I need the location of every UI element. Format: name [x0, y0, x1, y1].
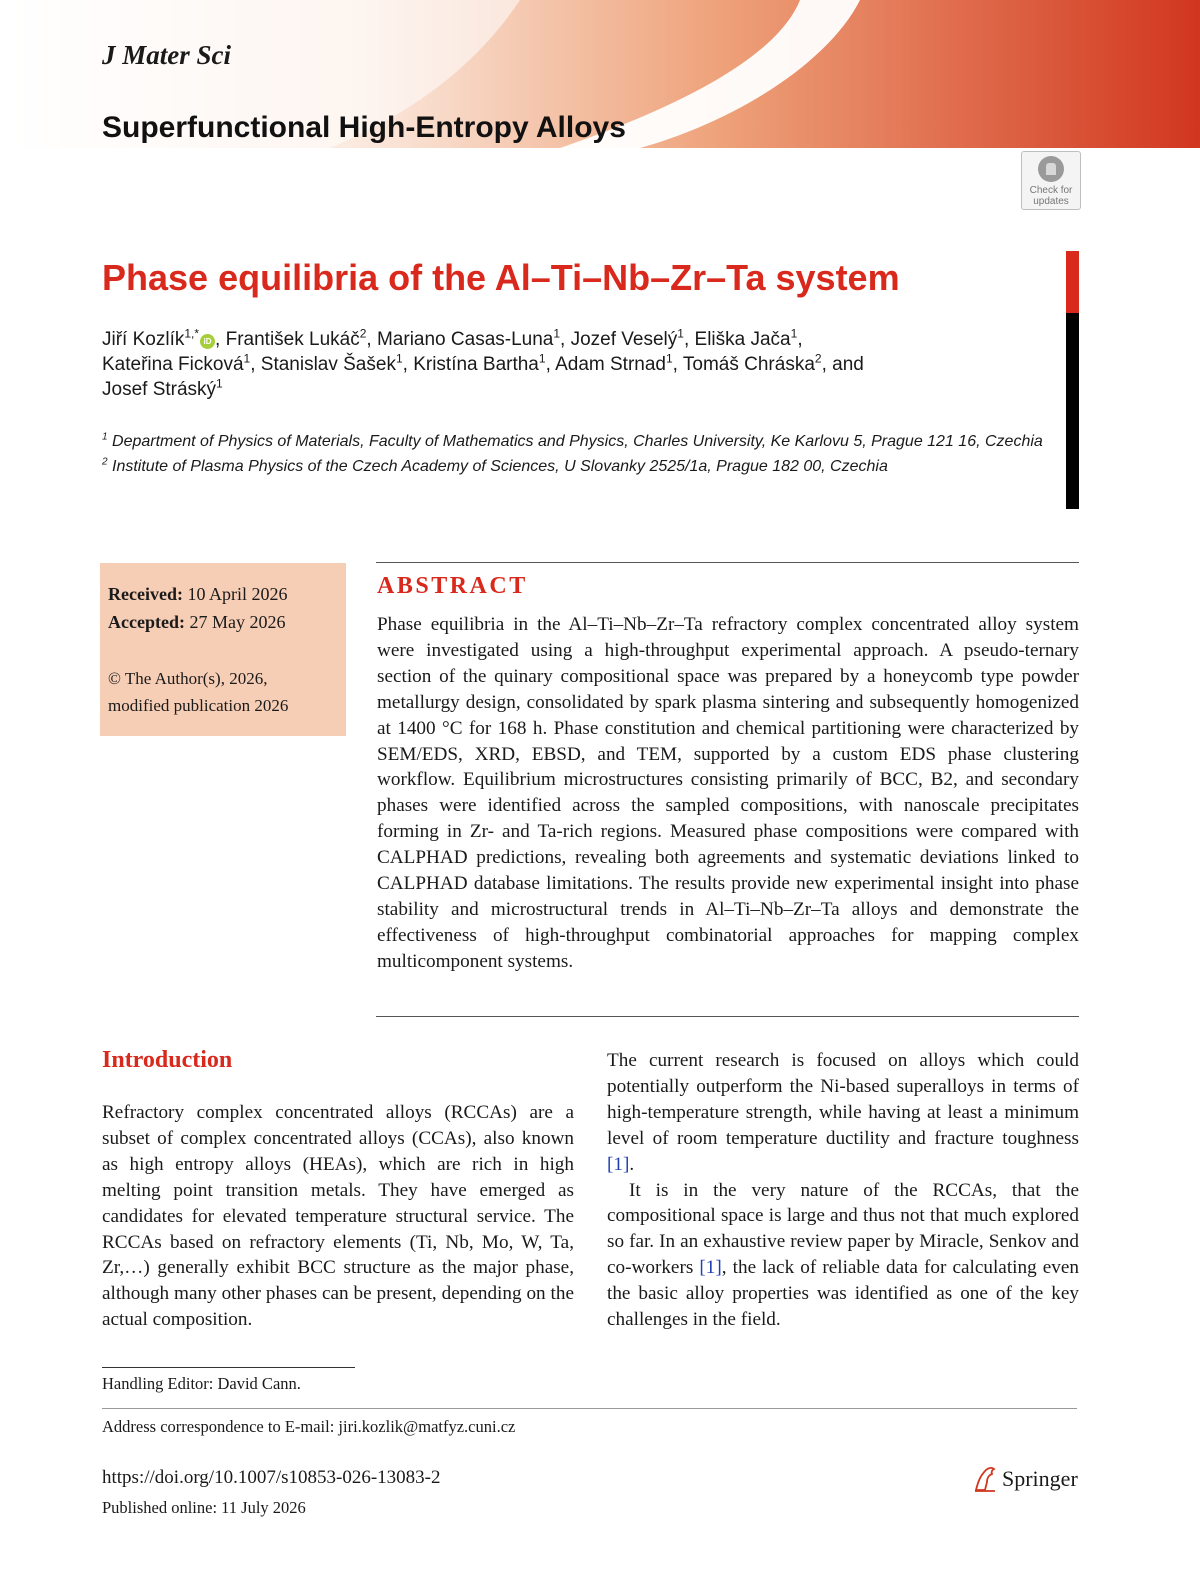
correspondence-address[interactable]: Address correspondence to E-mail: jiri.kozlik@matfyz.cuni.cz — [102, 1417, 516, 1436]
author-name[interactable]: František Lukáč — [225, 329, 360, 350]
author-list: Jiří Kozlík$^{1,*}$iD , František Lukáč$^2$, Mariano Casas-Luna$^1$, Jozef Veselý$^1$, Eliška Jača$^1$, Kateřina Ficková$^1$, Stanislav Šašek$^1$, Kristína Bartha$^1$, Adam Strnad$^1$, Tomáš Chráska$^2$, and Josef Stráský$^1$ — [102, 326, 864, 400]
article-title: Phase equilibria of the Al–Ti–Nb–Zr–Ta system — [102, 257, 900, 298]
side-dark-bar — [1066, 313, 1079, 509]
footnote-divider — [102, 1408, 1077, 1409]
side-accent-bar — [1066, 251, 1079, 313]
author-name[interactable]: Josef Stráský — [102, 379, 217, 400]
author-name[interactable]: Kateřina Ficková — [102, 354, 244, 375]
series-title: Superfunctional High-Entropy Alloys — [102, 111, 626, 144]
doi-link[interactable]: https://doi.org/10.1007/s10853-026-13083-2 — [102, 1467, 441, 1488]
journal-name: J Mater Sci — [102, 40, 232, 70]
author-name[interactable]: Jozef Veselý — [570, 329, 678, 350]
author-name[interactable]: Kristína Bartha — [413, 354, 539, 375]
body-paragraph: The current research is focused on alloys which could potentially outperform the Ni-based superalloys in terms of high-temperature strength, while having at least a minimum level of room temperature ductility and fracture toughness [1]. — [607, 1050, 1079, 1175]
published-date: Published online: 11 July 2026 — [102, 1498, 306, 1517]
author-name[interactable]: Adam Strnad — [555, 354, 666, 375]
citation-link[interactable]: [1] — [607, 1153, 630, 1175]
footnote-rule — [102, 1367, 355, 1368]
affiliations — [102, 429, 1062, 479]
author-name[interactable]: Tomáš Chráska — [682, 354, 815, 375]
introduction-heading: Introduction — [102, 1047, 233, 1073]
publisher-name: Springer — [1002, 1466, 1078, 1491]
affiliation-item: $^2$ Institute of Plasma Physics of the Czech Academy of Sciences, U Slovanky 2525/1a, Prague 182 00, Czechia — [102, 456, 888, 475]
abstract-heading: ABSTRACT — [377, 573, 528, 599]
affiliation-item: $^1$ Department of Physics of Materials, Faculty of Mathematics and Physics, Charles University, Ke Karlovu 5, Prague 121 16, Czechia — [102, 431, 1043, 450]
received-date: Received: 10 April 2026 — [108, 584, 288, 604]
abstract-top-rule — [376, 562, 1079, 563]
bookmark-icon — [1038, 156, 1064, 182]
handling-editor: Handling Editor: David Cann. — [102, 1374, 301, 1393]
accepted-date: Accepted: 27 May 2026 — [108, 612, 286, 632]
abstract-bottom-rule — [376, 1016, 1079, 1017]
author-name[interactable]: Stanislav Šašek — [260, 354, 396, 375]
author-name[interactable]: Jiří Kozlík — [102, 329, 185, 350]
citation-link[interactable]: [1] — [699, 1257, 722, 1279]
orcid-icon[interactable]: iD — [200, 334, 215, 349]
body-paragraph: It is in the very nature of the RCCAs, that the compositional space is large and thus not that much explored so far. In an exhaustive review paper by Miracle, Senkov and co-workers [1], the lack of reliable data for calculating even the basic alloy properties was identified as one of the key challenges in the field. — [607, 1179, 1079, 1331]
introduction-paragraph: Refractory complex concentrated alloys (RCCAs) are a subset of complex concentrated alloys (CCAs), also known as high entropy alloys (HEAs), which are rich in high melting point transition metals. They have emerged as candidates for elevated temperature structural service. The RCCAs based on refractory elements (Ti, Nb, Mo, W, Ta, Zr,…) generally exhibit BCC structure as the major phase, although many other phases can be present, depending on the actual composition. — [102, 1102, 574, 1331]
dates-box — [100, 563, 346, 736]
author-name[interactable]: Mariano Casas-Luna — [376, 329, 554, 350]
license-note: © The Author(s), 2026, modified publication 2026 — [108, 669, 289, 715]
author-name[interactable]: Eliška Jača — [694, 329, 791, 350]
check-updates-label: Check for updates — [1029, 185, 1073, 207]
abstract-body: Phase equilibria in the Al–Ti–Nb–Zr–Ta refractory complex concentrated alloy system were investigated using a high-throughput experimental approach. A pseudo-ternary section of the quinary compositional space was prepared by a honeycomb type powder metallurgy design, consolidated by spark plasma sintering and subsequently homogenized at 1400 °C for 168 h. Phase constitution and chemical partitioning were characterized by SEM/EDS, XRD, EBSD, and TEM, supported by a custom EDS phase clustering workflow. Equilibrium microstructures consisting primarily of BCC, B2, and secondary phases were identified across the sampled compositions, with nanoscale precipitates forming in Zr- and Ta-rich regions. Measured phase compositions were compared with CALPHAD predictions, revealing both agreements and systematic deviations linked to CALPHAD database limitations. The results provide new experimental insight into phase stability and microstructural trends in Al–Ti–Nb–Zr–Ta alloys and demonstrate the effectiveness of high-throughput combinatorial approaches for mapping complex multicomponent systems. — [377, 614, 1079, 972]
author-conjunction: and — [832, 354, 864, 375]
right-column — [607, 1048, 1079, 1333]
springer-horse-icon — [972, 1464, 998, 1494]
check-for-updates-badge[interactable] — [1021, 151, 1081, 210]
